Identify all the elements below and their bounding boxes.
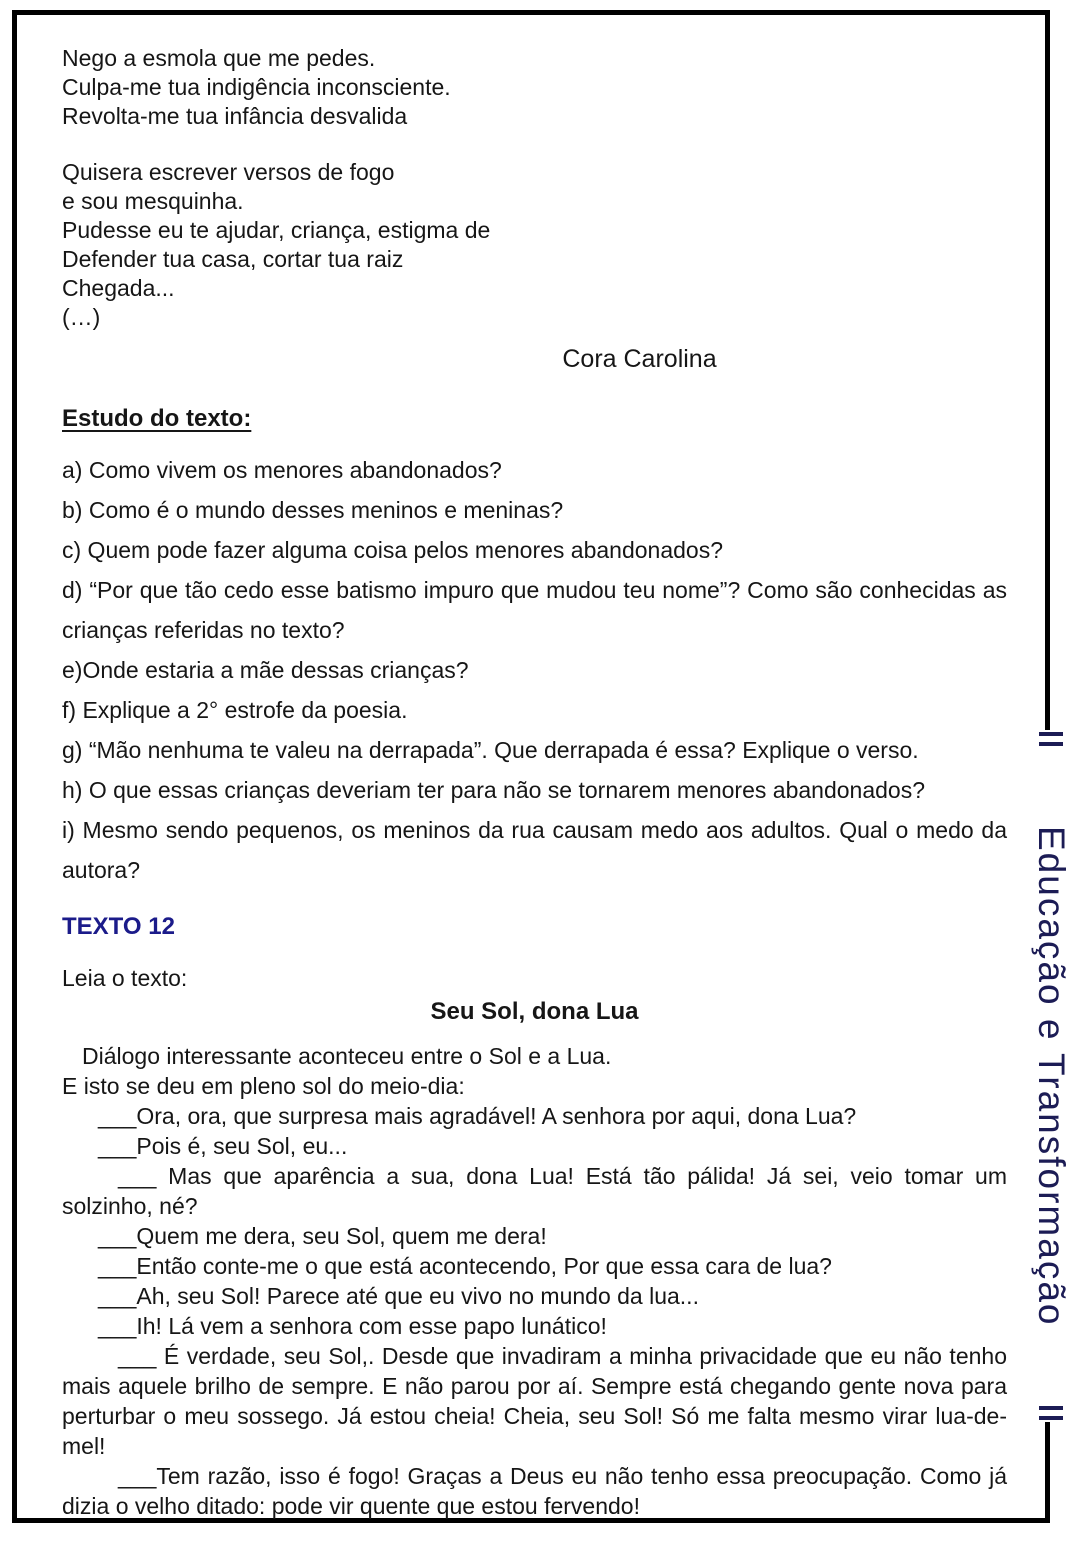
texto-12-label: TEXTO 12 (62, 913, 175, 940)
dialogue (62, 1041, 1007, 1521)
study-questions (62, 450, 1007, 890)
question-b: b) Como é o mundo desses meninos e meninas? (62, 497, 564, 523)
poem-line: Quisera escrever versos de fogo (62, 159, 395, 185)
double-rule-icon (1039, 1406, 1063, 1420)
lead-line: Leia o texto: (62, 965, 188, 991)
dialogue-line: ___Ih! Lá vem a senhora com esse papo lunático! (98, 1313, 607, 1339)
question-g: g) “Mão nenhuma te valeu na derrapada”. Que derrapada é essa? Explique o verso. (62, 737, 919, 763)
question-a: a) Como vivem os menores abandonados? (62, 457, 502, 483)
poem-line: Culpa-me tua indigência inconsciente. (62, 74, 451, 100)
dialogue-line: ___ É verdade, seu Sol,. Desde que invadiram a minha privacidade que eu não tenho mais aquele brilho de sempre. E não parou por aí. Sempre está chegando gente nova para perturbar o meu sossego. Já estou cheia! Cheia, seu Sol! Só me falta mesmo virar lua-de-mel! (62, 1343, 1007, 1459)
poem-line: Revolta-me tua infância desvalida (62, 103, 408, 129)
poem-author: Cora Carolina (562, 345, 717, 373)
poem-line: (…) (62, 304, 101, 330)
dialogue-line: ___Tem razão, isso é fogo! Graças a Deus eu não tenho essa preocupação. Como já dizia o velho ditado: pode vir quente que estou fervendo! (62, 1463, 1007, 1519)
dialogue-line: ___Quem me dera, seu Sol, quem me dera! (98, 1223, 547, 1249)
question-f: f) Explique a 2° estrofe da poesia. (62, 697, 408, 723)
study-heading: Estudo do texto: (62, 405, 252, 432)
question-e: e)Onde estaria a mãe dessas crianças? (62, 657, 469, 683)
dialogue-line: ___Ah, seu Sol! Parece até que eu vivo no mundo da lua... (98, 1283, 699, 1309)
double-rule-icon (1039, 732, 1063, 746)
poem-line: Nego a esmola que me pedes. (62, 45, 376, 71)
question-d: d) “Por que tão cedo esse batismo impuro que mudou teu nome”? Como são conhecidas as crianças referidas no texto? (62, 577, 1007, 643)
poem-line: Chegada... (62, 275, 175, 301)
dialogue-line: ___Então conte-me o que está acontecendo, Por que essa cara de lua? (98, 1253, 832, 1279)
dialogue-line: Diálogo interessante aconteceu entre o Sol e a Lua. (82, 1043, 612, 1069)
poem-stanza-1 (62, 44, 1007, 131)
text-title: Seu Sol, dona Lua (430, 998, 639, 1025)
side-banner (1022, 730, 1080, 1422)
question-c: c) Quem pode fazer alguma coisa pelos menores abandonados? (62, 537, 724, 563)
page-content (62, 44, 1007, 1521)
question-i: i) Mesmo sendo pequenos, os meninos da rua causam medo aos adultos. Qual o medo da autora? (62, 817, 1007, 883)
question-h: h) O que essas crianças deveriam ter para não se tornarem menores abandonados? (62, 777, 925, 803)
poem-line: Pudesse eu te ajudar, criança, estigma de (62, 217, 491, 243)
dialogue-line: E isto se deu em pleno sol do meio-dia: (62, 1073, 465, 1099)
poem-stanza-2 (62, 158, 1007, 332)
dialogue-line: ___ Mas que aparência a sua, dona Lua! Está tão pálida! Já sei, veio tomar um solzinho, né? (62, 1163, 1007, 1219)
dialogue-line: ___Pois é, seu Sol, eu... (98, 1133, 348, 1159)
side-banner-text: Educação e Transformação (1031, 825, 1072, 1327)
poem (62, 44, 1007, 374)
poem-line: Defender tua casa, cortar tua raiz (62, 246, 404, 272)
dialogue-line: ___Ora, ora, que surpresa mais agradável! A senhora por aqui, dona Lua? (98, 1103, 857, 1129)
poem-line: e sou mesquinha. (62, 188, 244, 214)
